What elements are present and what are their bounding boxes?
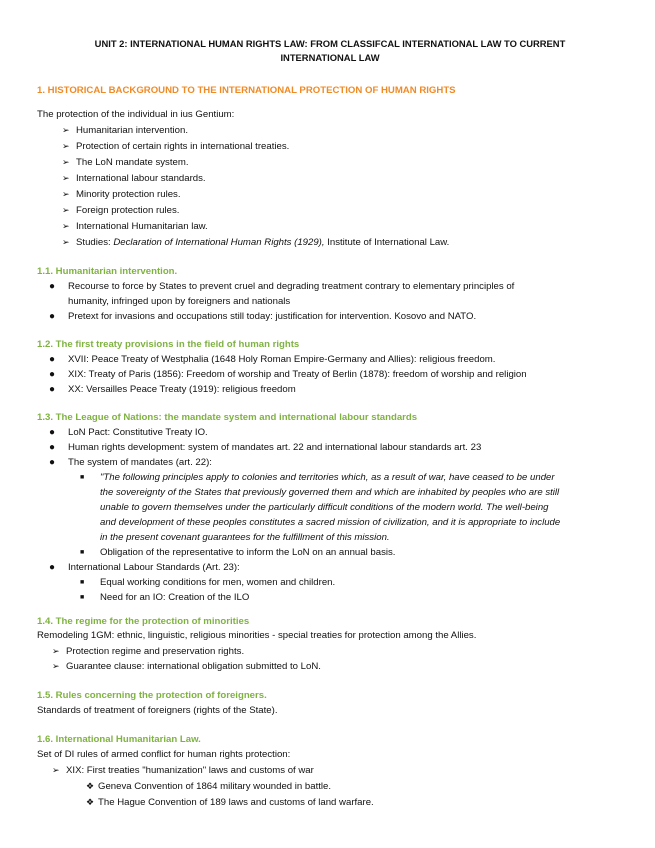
bullet-icon: ● <box>49 311 56 322</box>
sub-list-item: ■ Obligation of the representative to inform the LoN on an annual basis. <box>80 547 396 558</box>
arrow-bullet-icon: ➢ <box>62 125 70 135</box>
arrow-bullet-icon: ➢ <box>52 646 60 656</box>
bullet-icon: ● <box>49 281 56 292</box>
sub-list-item: ■ Equal working conditions for men, women and children. <box>80 577 336 588</box>
bullet-icon: ● <box>49 562 56 573</box>
quote-line: the sovereignty of the States that previously governed them and which are inhabited by peoples who are still <box>100 487 560 498</box>
list-item: ➢ Guarantee clause: international obligation submitted to LoN. <box>52 661 321 672</box>
list-item: ● Human rights development: system of mandates art. 22 and international labour standards art. 23 <box>49 442 482 453</box>
bullet-icon: ● <box>49 427 56 438</box>
section-1-heading: 1. HISTORICAL BACKGROUND TO THE INTERNATIONAL PROTECTION OF HUMAN RIGHTS <box>37 85 456 96</box>
title-line-1: UNIT 2: INTERNATIONAL HUMAN RIGHTS LAW: FROM CLASSIFCAL INTERNATIONAL LAW TO CURRENT <box>94 38 566 49</box>
bullet-icon: ● <box>49 442 56 453</box>
list-item: ➢ Protection of certain rights in international treaties. <box>62 141 290 152</box>
bullet-icon: ● <box>49 354 56 365</box>
arrow-bullet-icon: ➢ <box>52 661 60 671</box>
section-1-6-heading: 1.6. International Humanitarian Law. <box>37 734 201 745</box>
square-bullet-icon: ■ <box>80 579 85 586</box>
sub-list-item: ■ Need for an IO: Creation of the ILO <box>80 592 250 603</box>
list-item: ● XVII: Peace Treaty of Westphalia (1648 Holy Roman Empire-Germany and Allies): religious freedom. <box>49 354 496 365</box>
bullet-icon: ● <box>49 384 56 395</box>
document-title <box>60 37 600 65</box>
list-item: ➢ Protection regime and preservation rights. <box>52 646 245 657</box>
list-item: ➢ International Humanitarian law. <box>62 221 208 232</box>
arrow-bullet-icon: ➢ <box>62 173 70 183</box>
section-1-3-heading: 1.3. The League of Nations: the mandate system and international labour standards <box>37 412 418 423</box>
list-item: ➢ The LoN mandate system. <box>62 157 189 168</box>
list-item: ➢ XIX: First treaties "humanization" laws and customs of war <box>52 765 314 776</box>
section-1-5-heading: 1.5. Rules concerning the protection of foreigners. <box>37 690 267 701</box>
sub-list-item: ❖ The Hague Convention of 189 laws and customs of land warfare. <box>86 797 374 808</box>
bullet-icon: ● <box>49 457 56 468</box>
section-1-5-text: Standards of treatment of foreigners (rights of the State). <box>37 705 278 716</box>
arrow-bullet-icon: ➢ <box>52 765 60 775</box>
list-item: ➢ Humanitarian intervention. <box>62 125 188 136</box>
section-1-4-intro: Remodeling 1GM: ethnic, linguistic, religious minorities - special treaties for protection among the Allies. <box>37 630 477 641</box>
list-item: ● International Labour Standards (Art. 23): <box>49 562 240 573</box>
arrow-bullet-icon: ➢ <box>62 221 70 231</box>
diamond-bullet-icon: ❖ <box>86 797 95 807</box>
arrow-bullet-icon: ➢ <box>62 189 70 199</box>
list-item: ● Pretext for invasions and occupations still today: justification for intervention. Kosovo and NATO. <box>49 311 477 322</box>
section-1-6-intro: Set of DI rules of armed conflict for human rights protection: <box>37 749 291 760</box>
arrow-bullet-icon: ➢ <box>62 237 70 247</box>
quote-line: unable to govern themselves under the particularly difficult conditions of the modern world. The well-being <box>100 502 549 513</box>
list-item: ● XX: Versailles Peace Treaty (1919): religious freedom <box>49 384 296 395</box>
sub-list-item: ❖ Geneva Convention of 1864 military wounded in battle. <box>86 781 332 792</box>
arrow-bullet-icon: ➢ <box>62 141 70 151</box>
quote-line: and development of these peoples constitutes a sacred mission of civilization, and it is appropriate to include <box>100 517 561 528</box>
section-1-4-heading: 1.4. The regime for the protection of minorities <box>37 616 250 627</box>
title-line-2: INTERNATIONAL LAW <box>280 52 380 63</box>
diamond-bullet-icon: ❖ <box>86 781 95 791</box>
list-item: ● The system of mandates (art. 22): <box>49 457 212 468</box>
list-item-continuation: humanity, infringed upon by foreigners and nationals <box>68 296 291 307</box>
square-bullet-icon: ■ <box>80 594 85 601</box>
list-item: ● XIX: Treaty of Paris (1856): Freedom of worship and Treaty of Berlin (1878): freedom of worship and religion <box>49 369 527 380</box>
list-item: ● Recourse to force by States to prevent cruel and degrading treatment contrary to elementary principles of <box>49 281 515 292</box>
arrow-bullet-icon: ➢ <box>62 205 70 215</box>
arrow-bullet-icon: ➢ <box>62 157 70 167</box>
section-1-intro: The protection of the individual in ius Gentium: <box>37 109 235 120</box>
section-1-1-heading: 1.1. Humanitarian intervention. <box>37 266 178 277</box>
list-item-studies: ➢ Studies: Declaration of International Human Rights (1929), Institute of International Law. <box>62 237 450 248</box>
list-item: ➢ International labour standards. <box>62 173 206 184</box>
square-bullet-icon: ■ <box>80 474 85 481</box>
square-bullet-icon: ■ <box>80 549 85 556</box>
sub-list-item-quote: ■ "The following principles apply to colonies and territories which, as a result of war, have ceased to be under <box>80 472 555 483</box>
quote-line: in the present covenant guarantees for the fulfillment of this mission. <box>100 532 390 543</box>
list-item: ● LoN Pact: Constitutive Treaty IO. <box>49 427 208 438</box>
list-item: ➢ Minority protection rules. <box>62 189 181 200</box>
bullet-icon: ● <box>49 369 56 380</box>
section-1-2-heading: 1.2. The first treaty provisions in the field of human rights <box>37 339 300 350</box>
list-item: ➢ Foreign protection rules. <box>62 205 180 216</box>
